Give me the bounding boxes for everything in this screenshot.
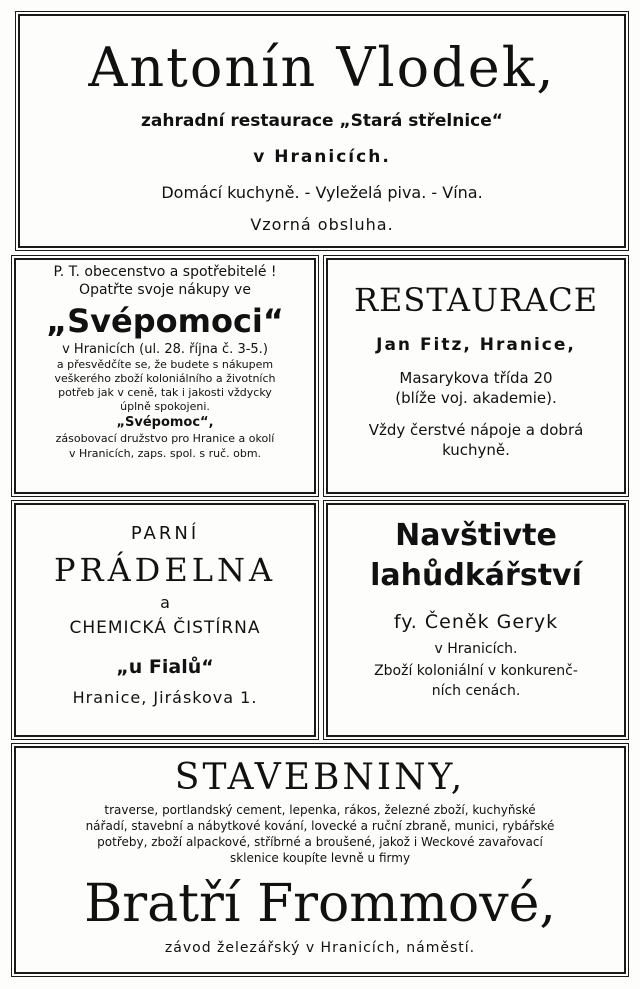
ad-line: v Hranicích. [253, 147, 391, 167]
advertisement-pradelna [14, 503, 316, 737]
ad-line: P. T. obecenstvo a spotřebitelé ! [53, 264, 277, 280]
ad-title: „Svépomoci“ [46, 302, 284, 340]
ad-line: Opatřte svoje nákupy ve [79, 282, 251, 298]
advertisement-lahudkarstvi [326, 503, 626, 737]
ad-line: potřeb jak v ceně, tak i jakosti vždycky [58, 386, 272, 399]
ad-line: závod železářský v Hranicích, náměstí. [164, 940, 476, 956]
ad-line: „Svépomoc“, [116, 415, 214, 430]
ad-line: Jan Fitz, Hranice, [376, 335, 576, 355]
ad-title: Antonín Vlodek, [88, 36, 556, 99]
ad-title: RESTAURACE [353, 281, 599, 319]
ad-title: Bratří Frommové, [84, 874, 556, 934]
ad-line: Zboží koloniální v konkurenč- [374, 663, 578, 679]
ad-line: a přesvědčíte se, že budete s nákupem [56, 358, 274, 371]
ad-line: v Hranicích, zaps. spol. s ruč. obm. [68, 447, 262, 460]
ad-line: (blíže voj. akademie). [395, 389, 557, 407]
ad-line: CHEMICKÁ ČISTÍRNA [69, 618, 261, 638]
advertisement-stavebniny [14, 746, 626, 974]
ad-line: Domácí kuchyně. - Vyleželá piva. - Vína. [161, 183, 483, 202]
ad-line: a [160, 593, 170, 612]
ad-line: potřeby, zboží alpackové, stříbrné a broušené, jakož i Weckové zavařovací [97, 835, 543, 849]
ad-line: Vzorná obsluha. [250, 215, 394, 234]
ad-line: nářadí, stavební a nábytkové kování, lovecké a ruční zbraně, munici, rybářské [85, 819, 555, 833]
ad-line: úplně spokojeni. [120, 400, 210, 413]
ad-line: „u Fialů“ [116, 656, 214, 678]
ad-line: zahradní restaurace „Stará střelnice“ [141, 111, 503, 131]
ad-title: STAVEBNINY, [174, 757, 466, 798]
ad-line: veškerého zboží koloniálního a životních [54, 372, 276, 385]
ad-line: zásobovací družstvo pro Hranice a okolí [55, 432, 275, 445]
ad-line: Vždy čerstvé nápoje a dobrá [368, 421, 584, 439]
advertisement-vlodek [18, 14, 626, 248]
ad-line: v Hranicích. [434, 641, 518, 657]
ad-line: fy. Čeněk Geryk [393, 611, 559, 633]
ad-title: lahůdkářství [370, 558, 582, 593]
advertisement-svepomoc [14, 258, 316, 494]
advertisement-restaurace-fitz [326, 258, 626, 494]
ad-line: traverse, portlandský cement, lepenka, rákos, železné zboží, kuchyňské [104, 803, 536, 817]
ad-line: PARNÍ [130, 523, 200, 544]
ad-line: kuchyně. [442, 441, 510, 459]
ad-line: Masarykova třída 20 [399, 369, 553, 387]
ad-line: Hranice, Jiráskova 1. [72, 688, 258, 707]
ad-title: Navštivte [395, 518, 557, 553]
ad-line: sklenice koupíte levně u firmy [229, 851, 411, 865]
ad-line: v Hranicích (ul. 28. října č. 3-5.) [62, 342, 268, 357]
ad-title: PRÁDELNA [53, 551, 277, 589]
ad-line: ních cenách. [431, 683, 521, 699]
